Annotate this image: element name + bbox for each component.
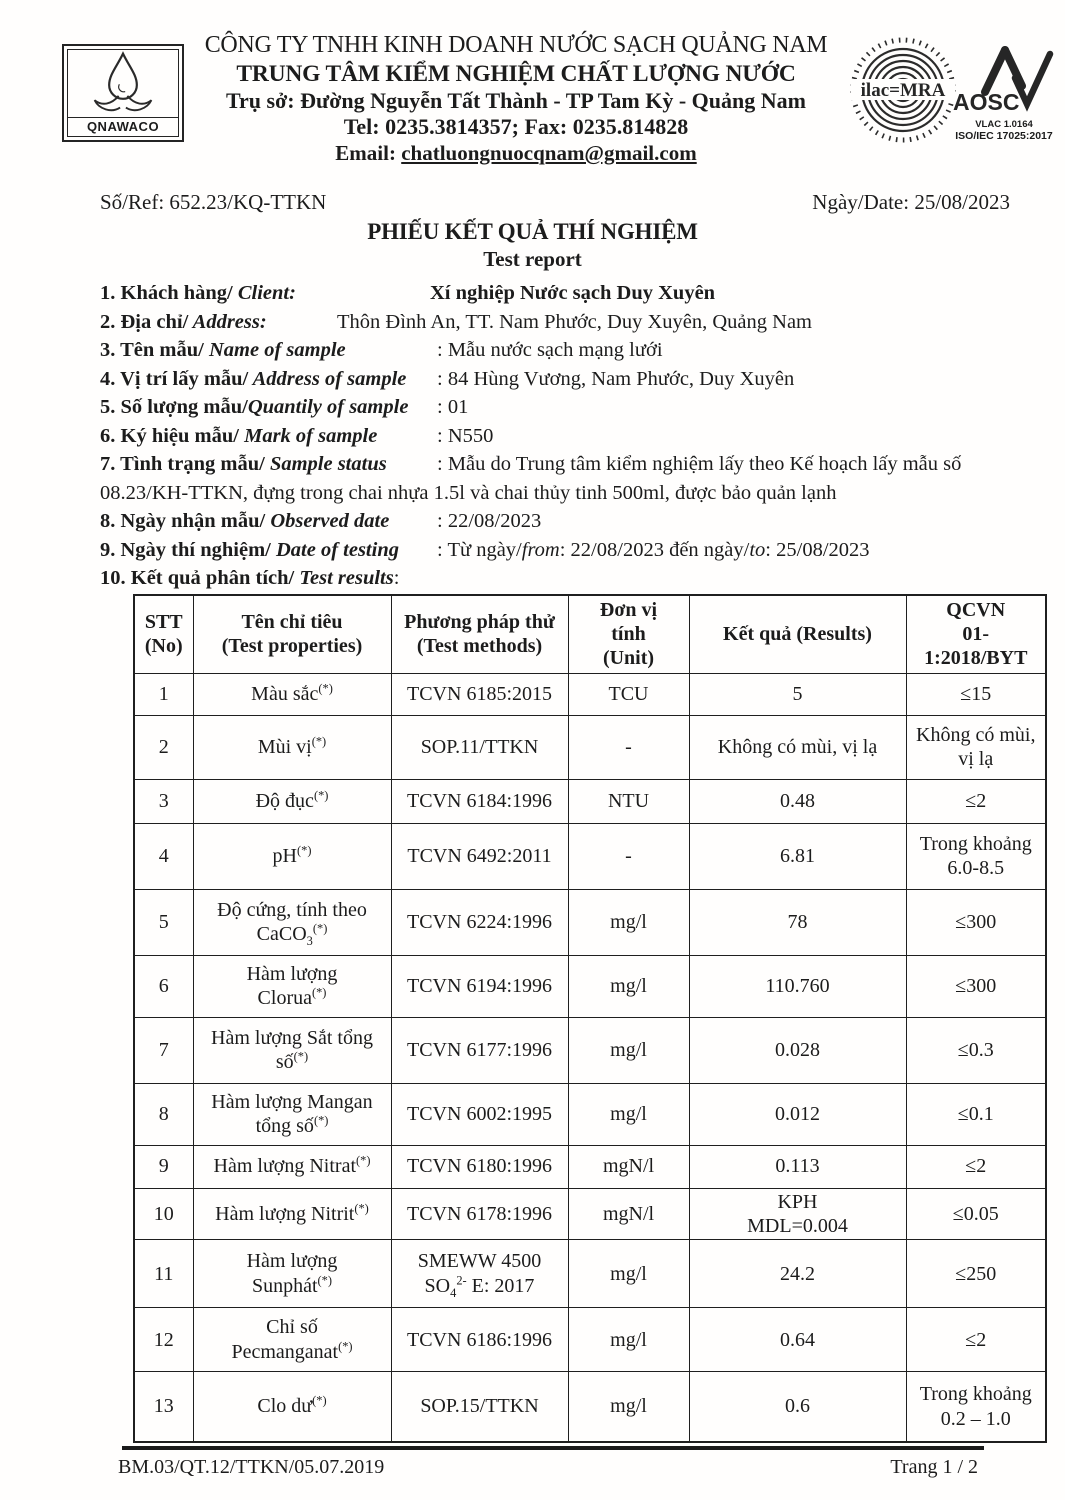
cell-no: 4 xyxy=(134,823,193,889)
info-item-7 xyxy=(100,450,982,507)
cell-name: Độ cứng, tính theo CaCO$_3$(*) xyxy=(193,889,391,955)
results-table-head xyxy=(134,595,1046,673)
table-row xyxy=(134,955,1046,1017)
email-label: Email: xyxy=(335,140,396,165)
info-value: : 01 xyxy=(437,396,469,418)
cell-unit: mg/l xyxy=(568,1017,689,1083)
cell-qcvn: ≤15 xyxy=(906,673,1046,715)
cell-method: TCVN 6224:1996 xyxy=(391,889,568,955)
info-item-2 xyxy=(100,308,982,337)
tel-fax-line: Tel: 0235.3814357; Fax: 0235.814828 xyxy=(343,114,689,140)
cell-unit: mg/l xyxy=(568,1372,689,1442)
cell-unit: mg/l xyxy=(568,955,689,1017)
cell-unit: mgN/l xyxy=(568,1145,689,1188)
cell-name: Độ đục(*) xyxy=(193,779,391,823)
cell-result: 78 xyxy=(689,889,906,955)
cell-name: Hàm lượng Nitrit(*) xyxy=(193,1188,391,1240)
cell-no: 5 xyxy=(134,889,193,955)
water-drop-in-hands-icon xyxy=(68,50,178,117)
info-label: 7. Tình trạng mẫu/ Sample status xyxy=(100,453,387,475)
cell-name: Hàm lượng Sunphát(*) xyxy=(193,1240,391,1308)
info-label: 4. Vị trí lấy mẫu/ Address of sample xyxy=(100,367,407,390)
info-label: 1. Khách hàng/ Client: xyxy=(100,282,296,304)
table-row xyxy=(134,1308,1046,1372)
column-header: STT (No) xyxy=(134,595,193,673)
cell-result: 5 xyxy=(689,673,906,715)
report-date: Ngày/Date: 25/08/2023 xyxy=(812,190,1010,214)
aosc-check-icon xyxy=(952,42,1057,116)
cell-name: pH(*) xyxy=(193,823,391,889)
cell-qcvn: Không có mùi, vị lạ xyxy=(906,715,1046,779)
column-header: Tên chỉ tiêu (Test properties) xyxy=(193,595,391,673)
cell-name: Hàm lượng Nitrat(*) xyxy=(193,1145,391,1188)
cell-result: 0.012 xyxy=(689,1083,906,1145)
cell-no: 13 xyxy=(134,1372,193,1442)
cell-name: Clo dư(*) xyxy=(193,1372,391,1442)
cell-no: 11 xyxy=(134,1240,193,1308)
cell-unit: mg/l xyxy=(568,889,689,955)
cell-qcvn: Trong khoảng 6.0-8.5 xyxy=(906,823,1046,889)
cell-method: SMEWW 4500 $SO_4^{2-}$ E: 2017 xyxy=(391,1240,568,1308)
info-value: : 22/08/2023 xyxy=(437,510,542,532)
cell-unit: mgN/l xyxy=(568,1188,689,1240)
company-name: CÔNG TY TNHH KINH DOANH NƯỚC SẠCH QUẢNG NAM xyxy=(204,32,828,58)
column-header: QCVN 01- 1:2018/BYT xyxy=(906,595,1046,673)
table-row xyxy=(134,779,1046,823)
column-header: Kết quả (Results) xyxy=(689,595,906,673)
cell-result: 110.760 xyxy=(689,955,906,1017)
cell-method: TCVN 6002:1995 xyxy=(391,1083,568,1145)
cell-method: SOP.11/TTKN xyxy=(391,715,568,779)
cell-no: 10 xyxy=(134,1188,193,1240)
aosc-iso-code: ISO/IEC 17025:2017 xyxy=(955,130,1053,142)
cell-unit: mg/l xyxy=(568,1083,689,1145)
cell-method: TCVN 6177:1996 xyxy=(391,1017,568,1083)
info-value: Xí nghiệp Nước sạch Duy Xuyên xyxy=(430,282,716,304)
footer-rule xyxy=(122,1446,984,1450)
cell-method: SOP.15/TTKN xyxy=(391,1372,568,1442)
cell-result: 6.81 xyxy=(689,823,906,889)
info-label: 10. Kết quả phân tích/ Test results xyxy=(100,567,394,589)
cell-no: 6 xyxy=(134,955,193,1017)
info-value: : 84 Hùng Vương, Nam Phước, Duy Xuyên xyxy=(437,367,795,390)
cell-unit: TCU xyxy=(568,673,689,715)
cell-qcvn: ≤0.05 xyxy=(906,1188,1046,1240)
cell-result: 0.48 xyxy=(689,779,906,823)
form-code: BM.03/QT.12/TTKN/05.07.2019 xyxy=(118,1456,385,1478)
cell-result: Không có mùi, vị lạ xyxy=(689,715,906,779)
head-office-address: Trụ sở: Đường Nguyễn Tất Thành - TP Tam Kỳ - Quảng Nam xyxy=(226,87,806,113)
cell-qcvn: ≤300 xyxy=(906,889,1046,955)
results-table-body xyxy=(134,673,1046,1442)
table-row xyxy=(134,1017,1046,1083)
info-item-6 xyxy=(100,422,982,451)
info-item-4 xyxy=(100,365,982,394)
page-number: Trang 1 / 2 xyxy=(890,1456,978,1478)
results-table xyxy=(133,594,1047,1443)
info-list xyxy=(100,279,982,593)
cell-method: TCVN 6186:1996 xyxy=(391,1308,568,1372)
info-label: 2. Địa chỉ/ Address: xyxy=(100,310,267,333)
cell-no: 3 xyxy=(134,779,193,823)
table-row xyxy=(134,1372,1046,1442)
cell-method: TCVN 6185:2015 xyxy=(391,673,568,715)
cell-method: TCVN 6180:1996 xyxy=(391,1145,568,1188)
info-value: : N550 xyxy=(437,424,494,447)
ilac-mra-seal xyxy=(849,36,957,144)
cell-qcvn: ≤250 xyxy=(906,1240,1046,1308)
cell-qcvn: ≤0.1 xyxy=(906,1083,1046,1145)
cell-qcvn: ≤2 xyxy=(906,1308,1046,1372)
cell-qcvn: ≤2 xyxy=(906,1145,1046,1188)
cell-qcvn: Trong khoảng 0.2 – 1.0 xyxy=(906,1372,1046,1442)
aosc-vlac-code: VLAC 1.0164 xyxy=(975,119,1033,130)
letterhead xyxy=(192,31,840,166)
cell-name: Hàm lượng Sắt tổng số(*) xyxy=(193,1017,391,1083)
cell-name: Hàm lượng Clorua(*) xyxy=(193,955,391,1017)
cell-name: Mùi vị(*) xyxy=(193,715,391,779)
report-subtitle: Test report xyxy=(483,247,582,272)
cell-qcvn: ≤300 xyxy=(906,955,1046,1017)
info-label: 3. Tên mẫu/ Name of sample xyxy=(100,339,346,361)
info-item-5 xyxy=(100,393,982,422)
cell-name: Hàm lượng Mangan tổng số(*) xyxy=(193,1083,391,1145)
cell-method: TCVN 6492:2011 xyxy=(391,823,568,889)
cell-unit: mg/l xyxy=(568,1240,689,1308)
info-value: Thôn Đình An, TT. Nam Phước, Duy Xuyên, Quảng Nam xyxy=(337,310,812,333)
cell-unit: - xyxy=(568,823,689,889)
cell-method: TCVN 6178:1996 xyxy=(391,1188,568,1240)
center-name: TRUNG TÂM KIỂM NGHIỆM CHẤT LƯỢNG NƯỚC xyxy=(236,60,796,87)
report-title: PHIẾU KẾT QUẢ THÍ NGHIỆM xyxy=(367,219,698,244)
info-value: : Mẫu nước sạch mạng lưới xyxy=(437,339,663,361)
cell-qcvn: ≤0.3 xyxy=(906,1017,1046,1083)
table-row xyxy=(134,1188,1046,1240)
qnawaco-logo-frame xyxy=(67,49,179,137)
info-label: 9. Ngày thí nghiệm/ Date of testing xyxy=(100,538,399,561)
info-label: 5. Số lượng mẫu/Quantily of sample xyxy=(100,396,409,418)
cell-no: 7 xyxy=(134,1017,193,1083)
ilac-mra-seal-icon xyxy=(849,36,957,144)
cell-result: 0.113 xyxy=(689,1145,906,1188)
cell-method: TCVN 6184:1996 xyxy=(391,779,568,823)
info-item-10 xyxy=(100,564,982,593)
aosc-seal xyxy=(950,42,1058,142)
title-block xyxy=(0,217,1065,273)
cell-qcvn: ≤2 xyxy=(906,779,1046,823)
info-label: 6. Ký hiệu mẫu/ Mark of sample xyxy=(100,424,378,447)
cell-no: 1 xyxy=(134,673,193,715)
table-row xyxy=(134,715,1046,779)
ref-row xyxy=(100,190,1010,215)
cell-result: 0.028 xyxy=(689,1017,906,1083)
ilac-mra-text: ilac=MRA xyxy=(860,80,946,101)
info-value: : Từ ngày/from: 22/08/2023 đến ngày/to: 25/08/2023 xyxy=(437,538,870,561)
cell-result: 0.64 xyxy=(689,1308,906,1372)
cell-name: Chỉ số Pecmanganat(*) xyxy=(193,1308,391,1372)
cell-result: KPH MDL=0.004 xyxy=(689,1188,906,1240)
info-item-3 xyxy=(100,336,982,365)
cell-name: Màu sắc(*) xyxy=(193,673,391,715)
ref-number: Số/Ref: 652.23/KQ-TTKN xyxy=(100,190,327,214)
header-row xyxy=(134,595,1046,673)
column-header: Đơn vị tính (Unit) xyxy=(568,595,689,673)
qnawaco-logo xyxy=(62,44,184,142)
cell-result: 0.6 xyxy=(689,1372,906,1442)
column-header: Phương pháp thử (Test methods) xyxy=(391,595,568,673)
info-item-9 xyxy=(100,536,982,565)
cell-method: TCVN 6194:1996 xyxy=(391,955,568,1017)
cell-unit: mg/l xyxy=(568,1308,689,1372)
info-item-8 xyxy=(100,507,982,536)
cell-unit: NTU xyxy=(568,779,689,823)
qnawaco-logo-text: QNAWACO xyxy=(68,117,178,136)
info-item-1 xyxy=(100,279,982,308)
aosc-text: AOSC xyxy=(952,89,1019,115)
info-value: : xyxy=(393,567,400,589)
email-line xyxy=(192,141,840,166)
cell-no: 2 xyxy=(134,715,193,779)
table-row xyxy=(134,1083,1046,1145)
table-row xyxy=(134,889,1046,955)
cell-unit: - xyxy=(568,715,689,779)
footer-row xyxy=(118,1456,978,1479)
table-row xyxy=(134,823,1046,889)
table-row xyxy=(134,1240,1046,1308)
cell-no: 12 xyxy=(134,1308,193,1372)
table-row xyxy=(134,1145,1046,1188)
email-address: chatluongnuocqnam@gmail.com xyxy=(401,140,697,165)
cell-no: 8 xyxy=(134,1083,193,1145)
info-label: 8. Ngày nhận mẫu/ Observed date xyxy=(100,510,390,532)
cell-result: 24.2 xyxy=(689,1240,906,1308)
table-row xyxy=(134,673,1046,715)
cell-no: 9 xyxy=(134,1145,193,1188)
info-value: : Mẫu do Trung tâm kiểm nghiệm lấy theo Kế hoạch lấy mẫu số 08.23/KH-TTKN, đựng trong chai nhựa 1.5l và chai thủy tinh 500ml, được bảo quản lạnh xyxy=(100,453,962,504)
